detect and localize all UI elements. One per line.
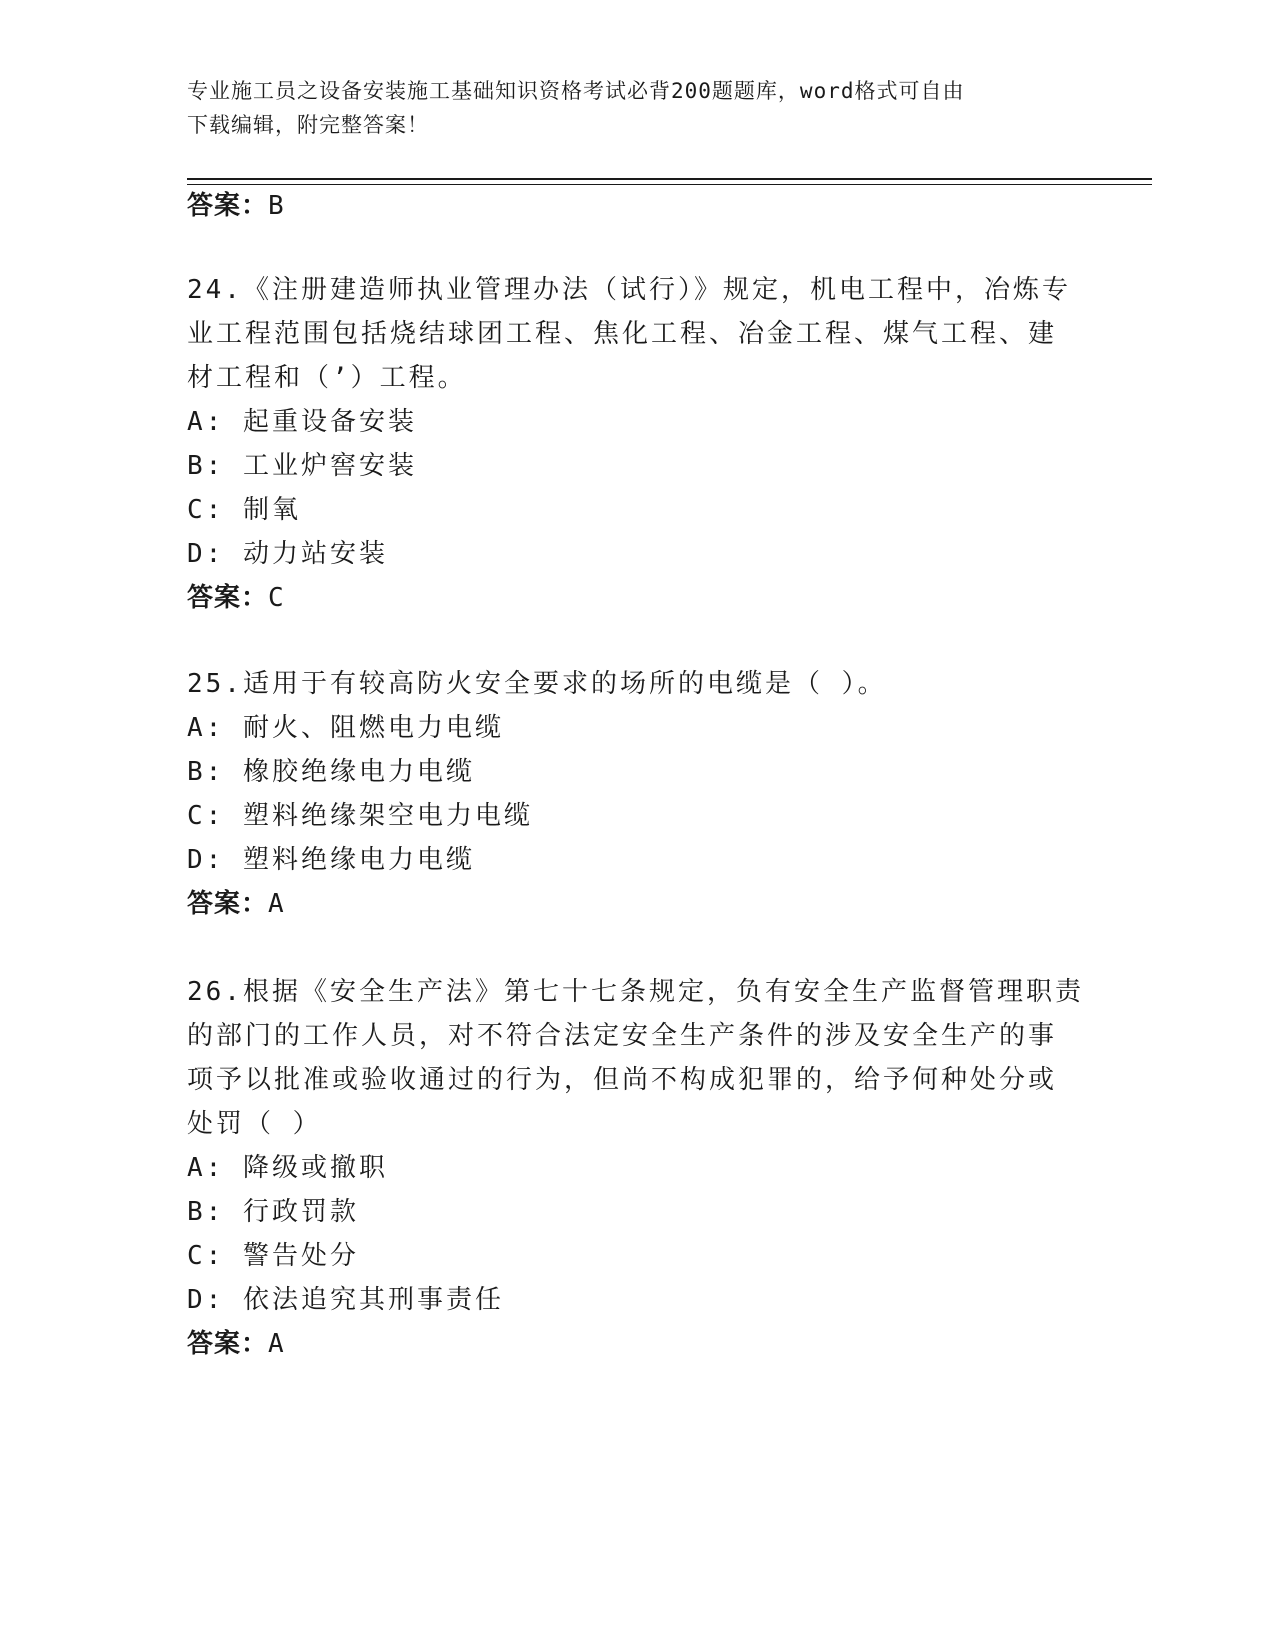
header-line-1: 专业施工员之设备安装施工基础知识资格考试必背200题题库，word格式可自由 [187,79,965,103]
question-text-line: 的部门的工作人员，对不符合法定安全生产条件的涉及安全生产的事 [187,1021,1058,1051]
answer-line [187,888,285,920]
answer-value: A [268,889,285,919]
option-c: C: 警告处分 [187,1241,359,1271]
answer-label: 答案： [187,583,269,613]
answer-label: 答案： [187,889,269,919]
option-d: D: 依法追究其刑事责任 [187,1285,504,1315]
document-header [187,74,1087,142]
question-text-line: 26.根据《安全生产法》第七十七条规定，负有安全生产监督管理职责 [187,977,1084,1007]
question-text-line: 材工程和（’）工程。 [187,363,467,393]
answer-line [187,1328,285,1360]
option-c: C: 塑料绝缘架空电力电缆 [187,801,533,831]
option-d: D: 动力站安装 [187,539,388,569]
header-rule-thick [187,178,1152,180]
option-c: C: 制氧 [187,495,301,525]
option-a: A: 降级或撤职 [187,1153,388,1183]
answer-label: 答案： [187,1329,269,1359]
option-a: A: 耐火、阻燃电力电缆 [187,713,504,743]
answer-label: 答案： [187,191,269,221]
header-rule-thin [187,184,1152,185]
header-line-2: 下载编辑，附完整答案！ [187,113,429,137]
question-text-line: 25.适用于有较高防火安全要求的场所的电缆是（ ）。 [187,669,887,699]
question-text-line: 处罚（ ） [187,1109,322,1139]
answer-value: A [268,1329,285,1359]
prev-answer [187,190,285,222]
question-text-line: 业工程范围包括烧结球团工程、焦化工程、冶金工程、煤气工程、建 [187,319,1058,349]
option-d: D: 塑料绝缘电力电缆 [187,845,475,875]
question-text-line: 24.《注册建造师执业管理办法（试行）》规定，机电工程中，冶炼专 [187,275,1071,305]
answer-line [187,582,285,614]
option-a: A: 起重设备安装 [187,407,417,437]
option-b: B: 工业炉窖安装 [187,451,417,481]
answer-value: B [268,191,285,221]
option-b: B: 行政罚款 [187,1197,359,1227]
question-text-line: 项予以批准或验收通过的行为，但尚不构成犯罪的，给予何种处分或 [187,1065,1058,1095]
answer-value: C [268,583,285,613]
option-b: B: 橡胶绝缘电力电缆 [187,757,475,787]
